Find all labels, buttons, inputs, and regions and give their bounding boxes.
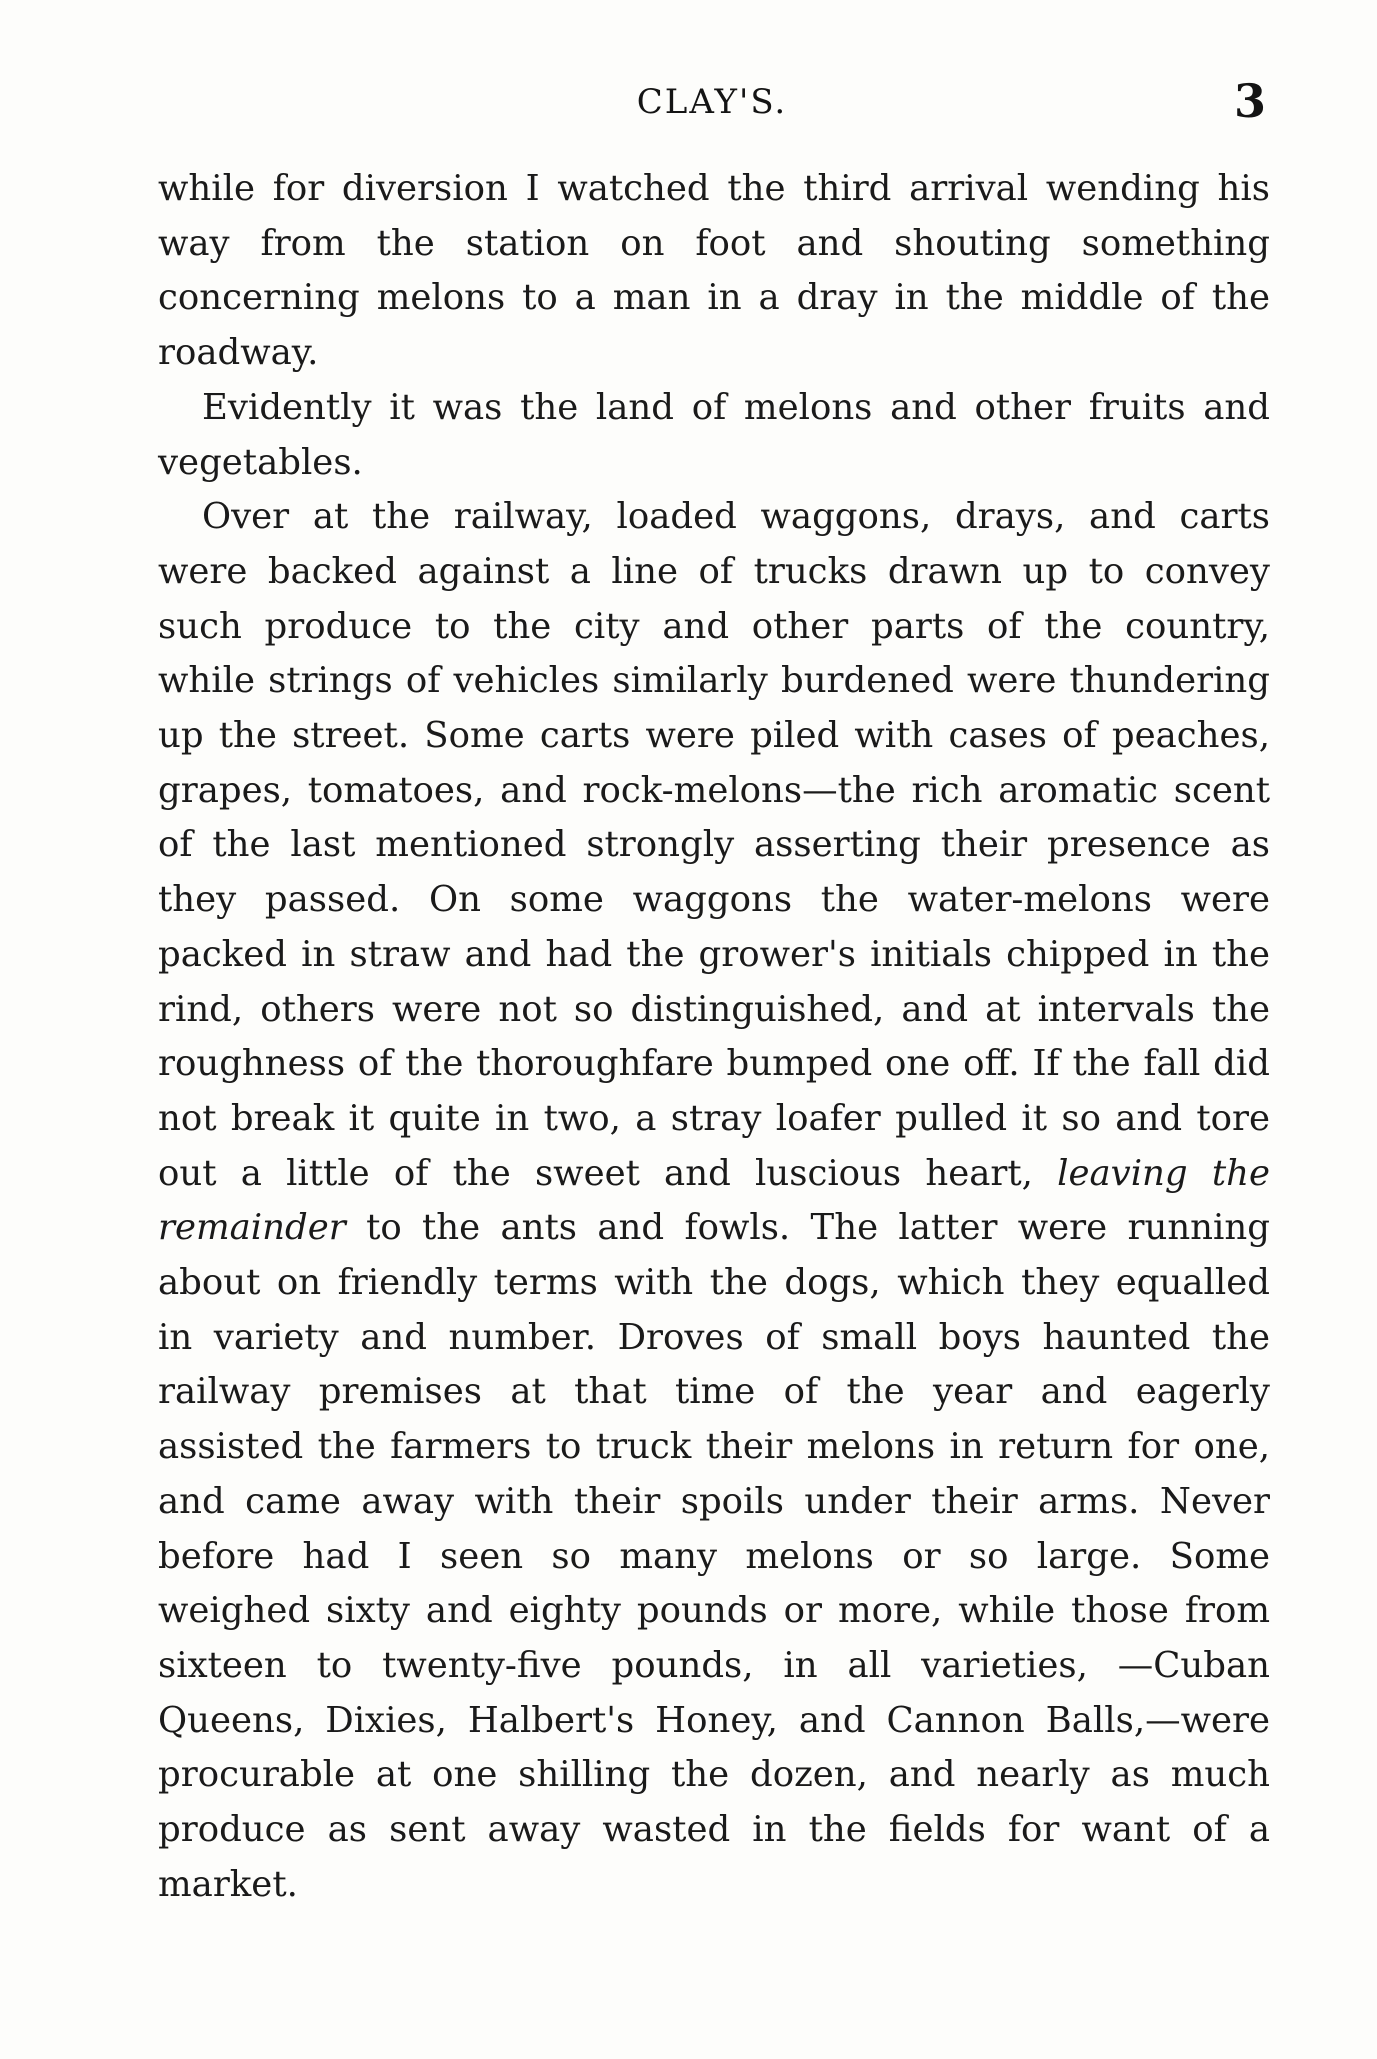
paragraph-railway-part2: to the ants and fowls. The latter were running about on friendly terms with the dogs, which they equalled in variety and number. Droves of small boys haunted the railway premises at that time of the year and eagerly assisted the farmers to truck their melons in return for one, and came away with their spoils under their arms. Never before had I seen so many melons or so large. Some weighed sixty and eighty pounds or more, while those from sixteen to twenty-five pounds, in all varieties, —Cuban Queens, Dixies, Halbert's Honey, and Cannon Balls,—were procurable at one shilling the dozen, and nearly as much produce as sent away wasted in the fields for want of a market. (158, 1207, 1270, 1905)
page-number: 3 (1233, 74, 1266, 128)
body-text (158, 162, 1270, 1913)
running-head (158, 74, 1266, 134)
paragraph-railway-part1: Over at the railway, loaded waggons, drays, and carts were backed against a line of trucks drawn up to convey such produce to the city and other parts of the country, while strings of vehicles similarly burdened were thundering up the street. Some carts were piled with cases of peaches, grapes, tomatoes, and rock-melons—the rich aromatic scent of the last mentioned strongly asserting their presence as they passed. On some waggons the water-melons were packed in straw and had the grower's initials chipped in the rind, others were not so distinguished, and at intervals the roughness of the thoroughfare bumped one off. If the fall did not break it quite in two, a stray loafer pulled it so and tore out a little of the sweet and luscious heart, (158, 496, 1270, 1194)
paragraph-railway (158, 490, 1270, 1912)
running-title: CLAY'S. (636, 82, 788, 122)
paragraph-evidently: Evidently it was the land of melons and other fruits and vegetables. (158, 386, 1270, 483)
italic-phrase: leaving the remainder (158, 1152, 1270, 1249)
paragraph-continuation: while for diversion I watched the third arrival wending his way from the station on foot and shouting something concerning melons to a man in a dray in the middle of the roadway. (158, 168, 1270, 374)
